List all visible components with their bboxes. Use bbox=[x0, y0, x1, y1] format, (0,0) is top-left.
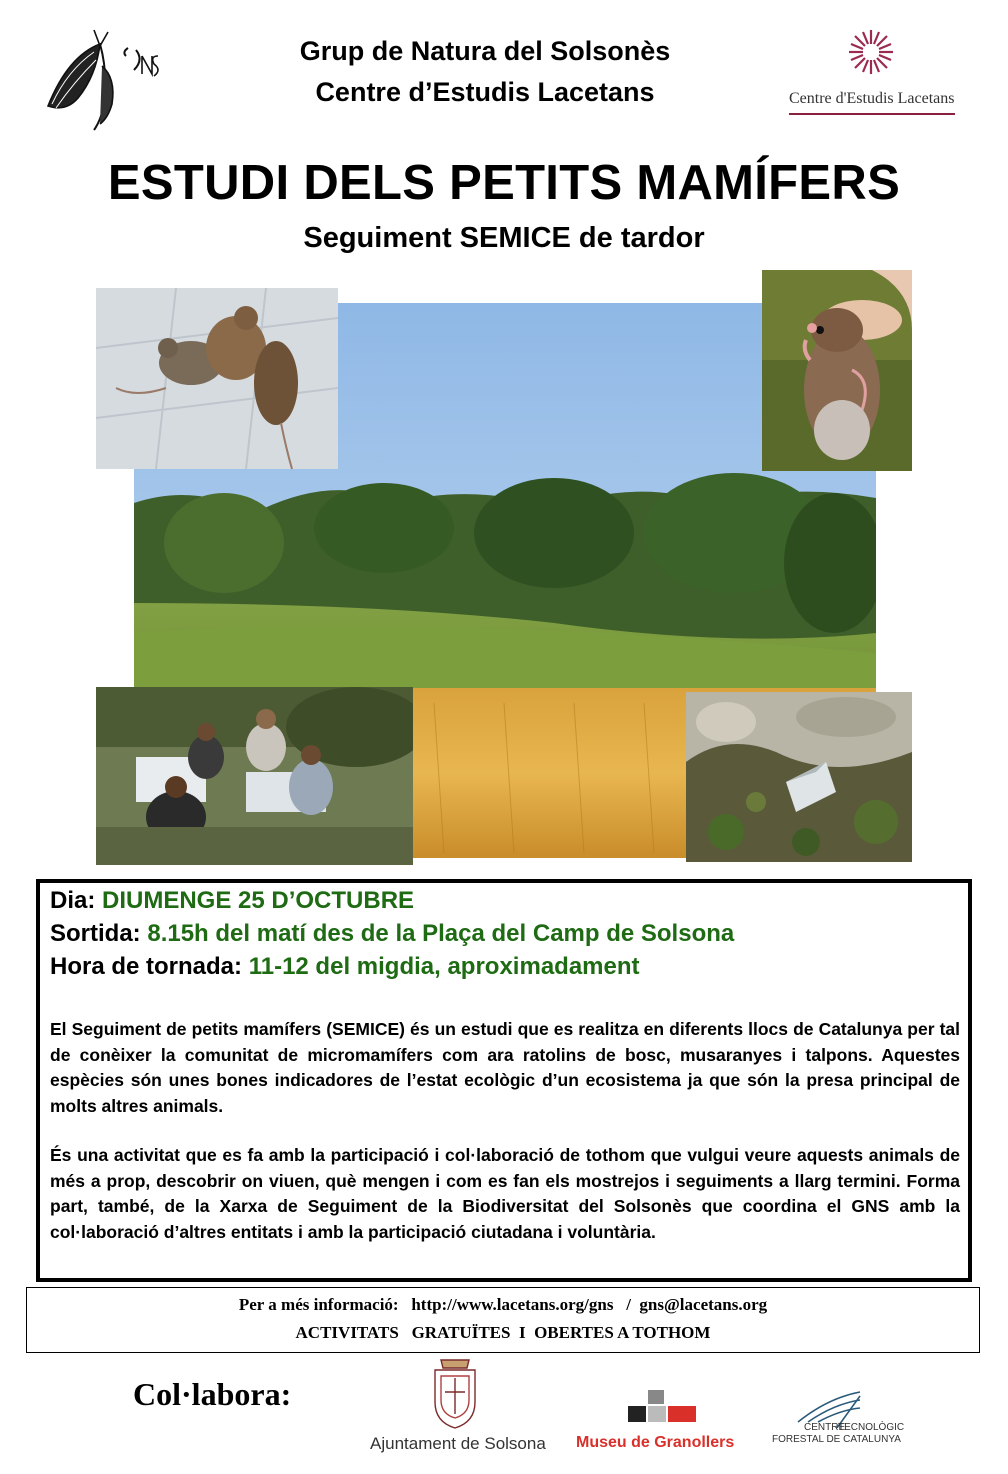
field-team-photo bbox=[96, 687, 413, 865]
date-value: DIUMENGE 25 D’OCTUBRE bbox=[102, 887, 415, 914]
handheld-mouse-photo bbox=[762, 270, 912, 471]
description-paragraph-1: El Seguiment de petits mamífers (SEMICE) és un estudi que es realitza en diferents llocs de Catalunya per tal de conèixer la comunitat de micromamífers com ara ratolins de bosc, musaranyes i talpons. Aquestes espècies són unes bones indicadores de l’estat ecològic d’un ecosistema ja que són la presa principal de molts altres animals. bbox=[50, 1019, 960, 1116]
description-paragraph-2: És una activitat que es fa amb la participació i col·laboració de tothom que vulgui veure aquests animals de més a prop, descobrir on viuen, què mengen i com es fan els mostrejos i seguiments a llarg termini. Forma part, també, de la Xarxa de Seguiment de la Biodiversitat del Solsonès que coordina el GNS amb la col·laboració d’altres entitats i amb la participació ciutadana i voluntària. bbox=[50, 1145, 960, 1242]
return-value: 11-12 del migdia, aproximadament bbox=[248, 953, 640, 980]
contact-info: Per a més informació: http://www.lacetans.org/gns / gns@lacetans.org bbox=[238, 1295, 768, 1314]
ctfc-text-3: TECNOLÒGIC bbox=[838, 1422, 905, 1433]
event-departure bbox=[50, 920, 734, 948]
contact-box bbox=[26, 1287, 980, 1353]
return-label: Hora de tornada: bbox=[50, 953, 243, 980]
collaborators-label: Col·labora: bbox=[133, 1376, 292, 1412]
cel-logo bbox=[785, 26, 957, 120]
ctfc-logo bbox=[768, 1388, 918, 1458]
event-info-box bbox=[36, 879, 972, 1282]
trap-photo bbox=[686, 692, 912, 862]
page-title: ESTUDI DELS PETITS MAMÍFERS bbox=[107, 156, 901, 210]
ajuntament-text: Ajuntament de Solsona bbox=[370, 1434, 546, 1453]
museu-text: Museu de Granollers bbox=[576, 1434, 735, 1451]
event-return bbox=[50, 953, 640, 981]
page-subtitle: Seguiment SEMICE de tardor bbox=[303, 222, 705, 254]
museu-granollers-logo bbox=[572, 1388, 758, 1458]
ctfc-text-1: CENTRE bbox=[804, 1422, 846, 1433]
cel-logo-text: Centre d'Estudis Lacetans bbox=[789, 90, 955, 107]
organization-name-secondary: Centre d’Estudis Lacetans bbox=[315, 77, 655, 107]
departure-value: 8.15h del matí des de la Plaça del Camp de Solsona bbox=[147, 920, 735, 947]
ajuntament-solsona-logo bbox=[360, 1356, 550, 1456]
date-label: Dia: bbox=[50, 887, 96, 914]
mice-photo bbox=[96, 288, 338, 469]
event-date bbox=[50, 887, 414, 915]
gns-logo bbox=[38, 26, 170, 134]
organization-name: Grup de Natura del Solsonès bbox=[299, 36, 671, 66]
cel-logo-underline bbox=[789, 113, 955, 115]
departure-label: Sortida: bbox=[50, 920, 141, 947]
free-activities-notice: ACTIVITATS GRATUÏTES I OBERTES A TOTHOM bbox=[295, 1323, 711, 1342]
ctfc-text-2: FORESTAL DE CATALUNYA bbox=[772, 1434, 901, 1445]
